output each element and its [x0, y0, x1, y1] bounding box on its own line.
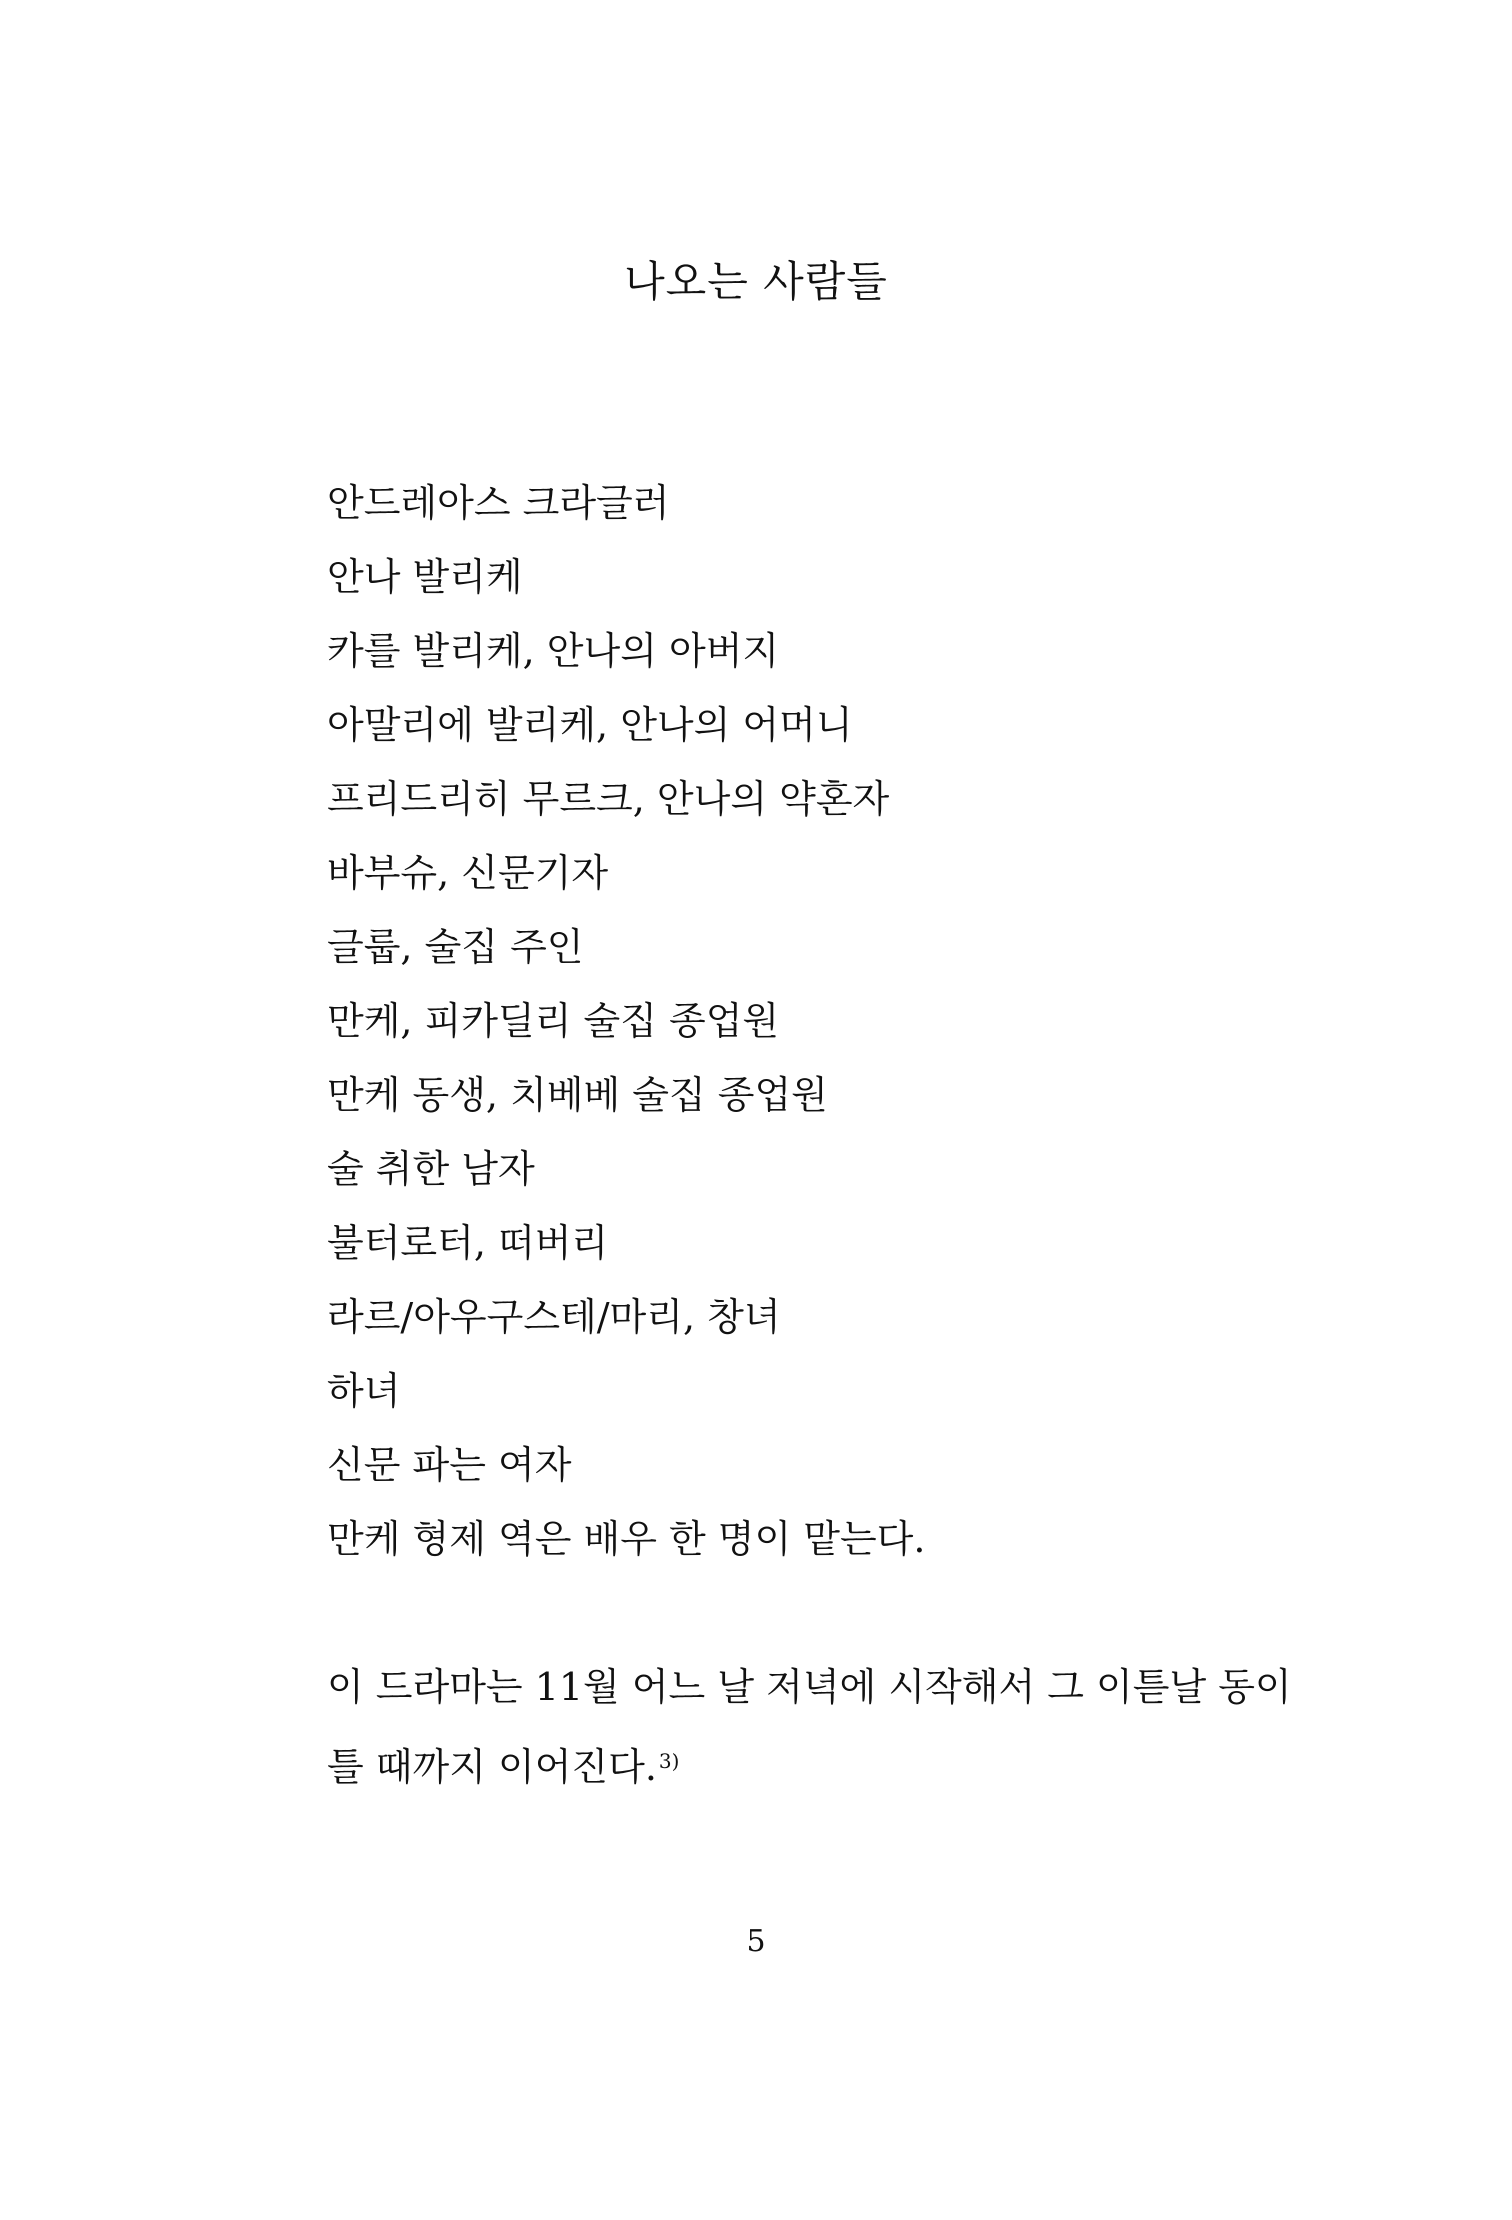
cast-item: 만케, 피카딜리 술집 종업원 — [327, 999, 780, 1043]
cast-item: 바부슈, 신문기자 — [327, 851, 609, 895]
cast-item: 안드레아스 크라글러 — [327, 481, 670, 525]
page-title: 나오는 사람들 — [624, 257, 888, 306]
cast-item: 안나 발리케 — [327, 555, 523, 599]
cast-item: 만케 동생, 치베베 술집 종업원 — [327, 1073, 828, 1117]
footnote-marker[interactable]: 3) — [658, 1749, 680, 1773]
cast-item: 신문 파는 여자 — [327, 1443, 572, 1487]
setting-line-text: 틀 때까지 이어진다. — [327, 1745, 657, 1789]
cast-item: 라르/아우구스테/마리, 창녀 — [327, 1295, 781, 1339]
setting-paragraph — [327, 1650, 1292, 1804]
cast-item: 하녀 — [327, 1369, 401, 1413]
cast-item: 술 취한 남자 — [327, 1147, 535, 1191]
cast-item: 프리드리히 무르크, 안나의 약혼자 — [327, 777, 890, 821]
setting-line: 이 드라마는 11월 어느 날 저녁에 시작해서 그 이튿날 동이 — [327, 1665, 1292, 1709]
cast-list — [327, 466, 1327, 1576]
cast-item: 불터로터, 떠버리 — [327, 1221, 609, 1265]
cast-item: 글룹, 술집 주인 — [327, 925, 584, 969]
cast-item: 카를 발리케, 안나의 아버지 — [327, 629, 780, 673]
setting-line-last — [327, 1724, 1282, 1804]
cast-item: 아말리에 발리케, 안나의 어머니 — [327, 703, 853, 747]
page-number: 5 — [746, 1924, 766, 1959]
cast-item: 만케 형제 역은 배우 한 명이 맡는다. — [327, 1517, 926, 1561]
